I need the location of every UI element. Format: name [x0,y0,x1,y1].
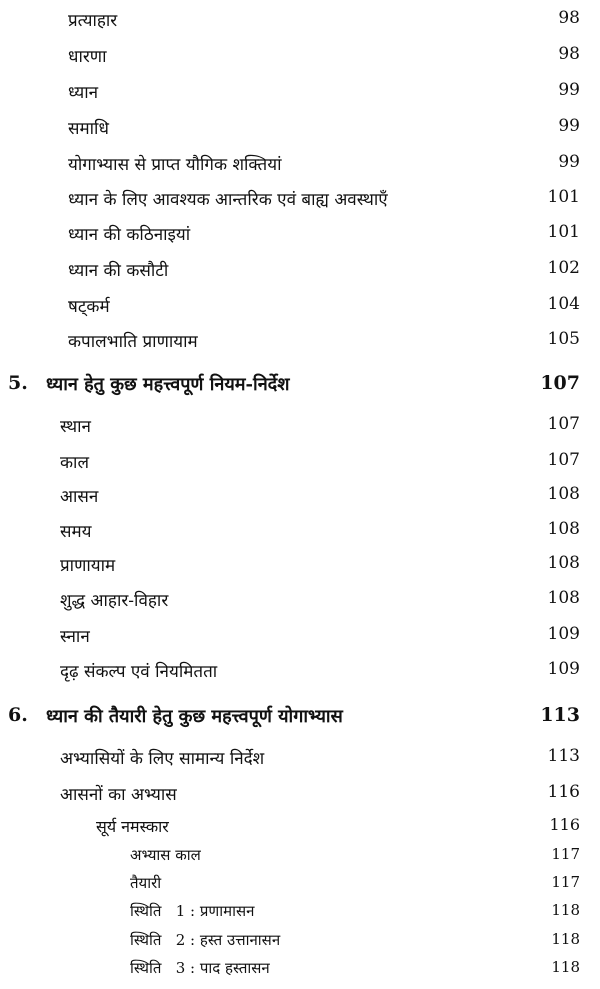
toc-subsubentry [0,873,600,893]
toc-entry [0,222,600,245]
toc-entry-title: काल [60,453,89,473]
toc-subsubentry-title: अभ्यास काल [130,846,201,864]
toc-subsubentry-page: 118 [551,958,580,976]
toc-entry-page: 99 [558,80,580,100]
toc-subentry-title: सूर्य नमस्कार [96,817,169,836]
chapter-number: 6. [8,704,28,726]
toc-entry-title: दृढ़ संकल्प एवं नियमितता [60,662,218,682]
toc-entry-page: 105 [547,329,580,349]
toc-entry-title: कपालभाति प्राणायाम [68,332,198,352]
toc-entry [0,80,600,103]
toc-entry [0,450,600,473]
toc-entry-title: समय [60,522,92,542]
toc-entry-title: ध्यान की कसौटी [68,261,169,281]
chapter-title: ध्यान की तैयारी हेतु कुछ महत्त्वपूर्ण योगाभ्यास [46,706,343,727]
toc-entry [0,44,600,67]
toc-entry-title: प्रत्याहार [68,11,118,31]
toc-entry [0,116,600,139]
toc-subsubentry-page: 117 [551,845,580,863]
toc-entry-title: अभ्यासियों के लिए सामान्य निर्देश [60,749,265,769]
toc-entry-title: ध्यान के लिए आवश्यक आन्तरिक एवं बाह्य अवस्थाएँ [68,190,388,210]
toc-subsubentry-title: स्थिति 1 : प्रणामासन [130,902,255,920]
toc-entry-title: प्राणायाम [60,556,116,576]
toc-entry-page: 104 [547,294,580,314]
toc-entry-page: 101 [547,187,580,207]
toc-entry [0,553,600,576]
toc-entry-title: ध्यान [68,83,99,103]
chapter-heading-5 [0,372,600,396]
toc-entry [0,624,600,647]
toc-entry [0,414,600,437]
toc-entry-page: 108 [547,519,580,539]
toc-subentry [0,815,600,837]
toc-subsubentry [0,930,600,950]
toc-entry-title: आसनों का अभ्यास [60,785,177,805]
toc-entry-title: ध्यान की कठिनाइयां [68,225,191,245]
toc-entry-page: 98 [558,8,580,28]
toc-entry-title: धारणा [68,47,107,67]
toc-subsubentry-page: 118 [551,901,580,919]
toc-entry [0,294,600,317]
toc-subsubentry-title: स्थिति 2 : हस्त उत्तानासन [130,931,281,949]
toc-subsubentry [0,845,600,865]
toc-entry-page: 107 [547,414,580,434]
toc-entry-title: समाधि [68,119,109,139]
toc-subsubentry-page: 118 [551,930,580,948]
toc-entry [0,152,600,175]
toc-entry-page: 99 [558,116,580,136]
toc-entry-page: 107 [547,450,580,470]
toc-entry [0,782,600,805]
toc-entry-page: 102 [547,258,580,278]
toc-subsubentry-title: स्थिति 3 : पाद हस्तासन [130,959,270,977]
toc-entry-page: 113 [547,746,580,766]
toc-entry-title: षट्कर्म [68,297,110,317]
toc-entry [0,258,600,281]
toc-entry [0,746,600,769]
toc-subsubentry [0,958,600,978]
chapter-page: 107 [540,372,580,394]
toc-entry [0,484,600,507]
toc-subsubentry [0,901,600,921]
toc-entry [0,519,600,542]
toc-entry-title: आसन [60,487,99,507]
chapter-heading-6 [0,704,600,728]
chapter-page: 113 [540,704,580,726]
toc-subsubentry-page: 117 [551,873,580,891]
toc-entry-page: 108 [547,484,580,504]
toc-entry-page: 99 [558,152,580,172]
toc-entry-page: 98 [558,44,580,64]
toc-entry-page: 109 [547,659,580,679]
toc-entry-title: योगाभ्यास से प्राप्त यौगिक शक्तियां [68,155,282,175]
toc-entry [0,329,600,352]
toc-entry-page: 108 [547,553,580,573]
chapter-number: 5. [8,372,28,394]
toc-entry [0,8,600,31]
toc-entry [0,187,600,210]
toc-entry [0,588,600,611]
toc-entry-page: 101 [547,222,580,242]
toc-entry [0,659,600,682]
toc-entry-page: 108 [547,588,580,608]
toc-subsubentry-title: तैयारी [130,874,162,892]
toc-entry-page: 109 [547,624,580,644]
toc-subentry-page: 116 [549,815,580,834]
toc-entry-title: स्नान [60,627,90,647]
toc-entry-title: स्थान [60,417,91,437]
toc-entry-title: शुद्ध आहार-विहार [60,591,169,611]
toc-entry-page: 116 [547,782,580,802]
chapter-title: ध्यान हेतु कुछ महत्त्वपूर्ण नियम-निर्देश [46,374,290,395]
